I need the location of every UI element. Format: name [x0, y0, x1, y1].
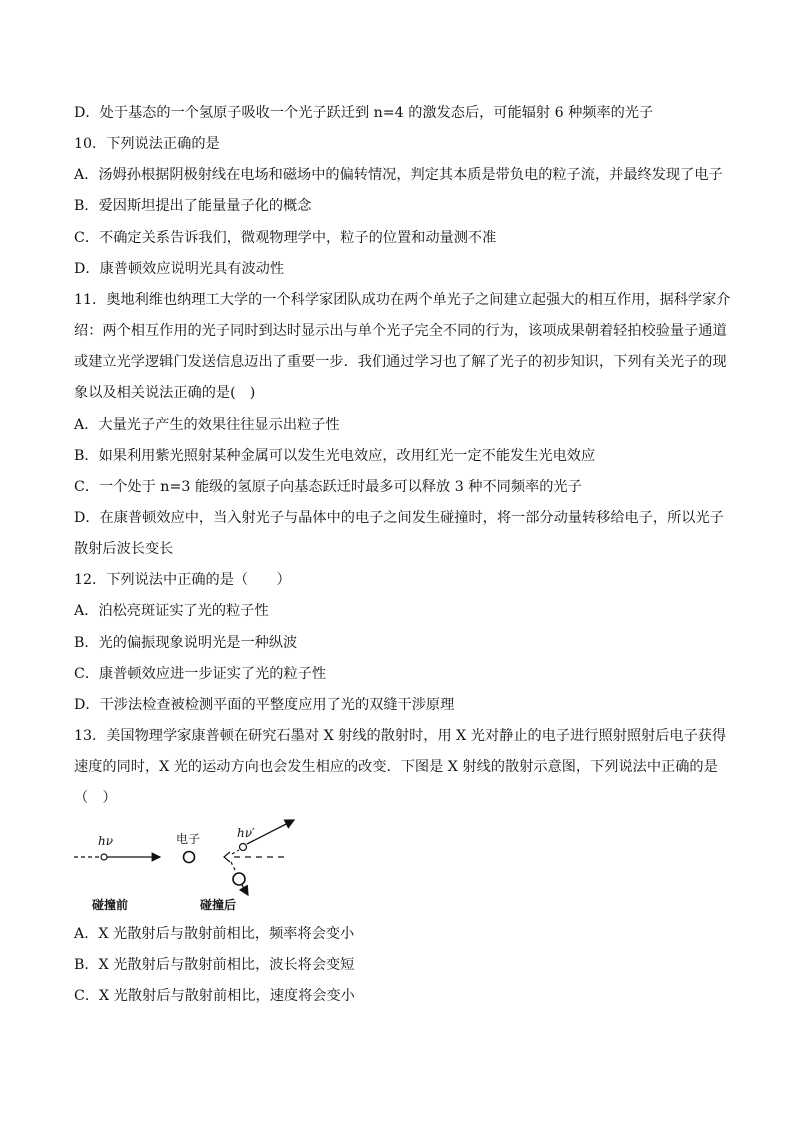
q9-option-d: D．处于基态的一个氢原子吸收一个光子跃迁到 n=4 的激发态后，可能辐射 6 种频率的光子 [74, 105, 654, 121]
q13-option-b: B．X 光散射后与散射前相比，波长将会变短 [74, 957, 355, 973]
q12-option-c: C．康普顿效应进一步证实了光的粒子性 [74, 666, 327, 682]
q11-option-d-line2: 散射后波长变长 [74, 541, 174, 557]
q10-option-b: B．爱因斯坦提出了能量量子化的概念 [74, 198, 312, 214]
recoil-dashed-stub [231, 862, 236, 872]
q12-option-d: D．干涉法检查被检测平面的平整度应用了光的双缝干涉原理 [74, 697, 455, 713]
scattered-label: hν′ [237, 826, 255, 840]
q11-stem-line2: 绍：两个相互作用的光子同时到达时显示出与单个光子完全不同的行为，该项成果朝着轻拍校验量子通道 [74, 323, 727, 339]
q11-stem-line1: 11．奥地利维也纳理工大学的一个科学家团队成功在两个单光子之间建立起强大的相互作用，据科学家介 [74, 292, 731, 308]
q11-stem-line3: 或建立光学逻辑门发送信息迈出了重要一步．我们通过学习也了解了光子的初步知识，下列有关光子的现 [74, 354, 727, 370]
q11-option-d-line1: D．在康普顿效应中，当入射光子与晶体中的电子之间发生碰撞时，将一部分动量转移给电子，所以光子 [74, 510, 724, 526]
q13-option-c: C．X 光散射后与散射前相比，速度将会变小 [74, 988, 355, 1004]
scatter-dashed-stub [232, 850, 239, 854]
scattered-photon [240, 844, 247, 851]
recoil-electron-arrow [242, 885, 248, 895]
recoil-electron [233, 873, 245, 885]
before-label: 碰撞前 [92, 898, 129, 912]
q10-stem: 10．下列说法正确的是 [74, 136, 220, 152]
after-label: 碰撞后 [200, 898, 237, 912]
q13-option-a: A．X 光散射后与散射前相比，频率将会变小 [74, 926, 355, 942]
q11-option-b: B．如果利用紫光照射某种金属可以发生光电效应，改用红光一定不能发生光电效应 [74, 448, 596, 464]
q12-option-a: A．泊松亮斑证实了光的粒子性 [74, 603, 269, 619]
q10-option-c: C．不确定关系告诉我们，微观物理学中，粒子的位置和动量测不准 [74, 230, 497, 246]
compton-scattering-diagram [72, 815, 302, 913]
incident-label: hν [98, 834, 114, 848]
electron-label: 电子 [176, 832, 201, 846]
q13-stem-line2: 速度的同时，X 光的运动方向也会发生相应的改变．下图是 X 射线的散射示意图，下列说法中正确的是 [74, 759, 718, 775]
electron-at-rest [184, 852, 195, 863]
q13-stem-line1: 13．美国物理学家康普顿在研究石墨对 X 射线的散射时，用 X 光对静止的电子进行照射照射后电子获得 [74, 728, 727, 744]
incident-photon [101, 854, 107, 860]
q11-stem-line4: 象以及相关说法正确的是( ) [74, 385, 256, 401]
q11-option-a: A．大量光子产生的效果往往显示出粒子性 [74, 417, 340, 433]
q10-option-d: D．康普顿效应说明光具有波动性 [74, 261, 285, 277]
q13-stem-line3: （ ） [74, 790, 117, 806]
q11-option-c: C．一个处于 n=3 能级的氢原子向基态跃迁时最多可以释放 3 种不同频率的光子 [74, 479, 582, 495]
collision-point-mark [224, 852, 230, 862]
q10-option-a: A．汤姆孙根据阴极射线在电场和磁场中的偏转情况，判定其本质是带负电的粒子流，并最终发现了电子 [74, 167, 723, 183]
q12-stem: 12．下列说法中正确的是（ ） [74, 572, 291, 588]
q12-option-b: B．光的偏振现象说明光是一种纵波 [74, 635, 298, 651]
